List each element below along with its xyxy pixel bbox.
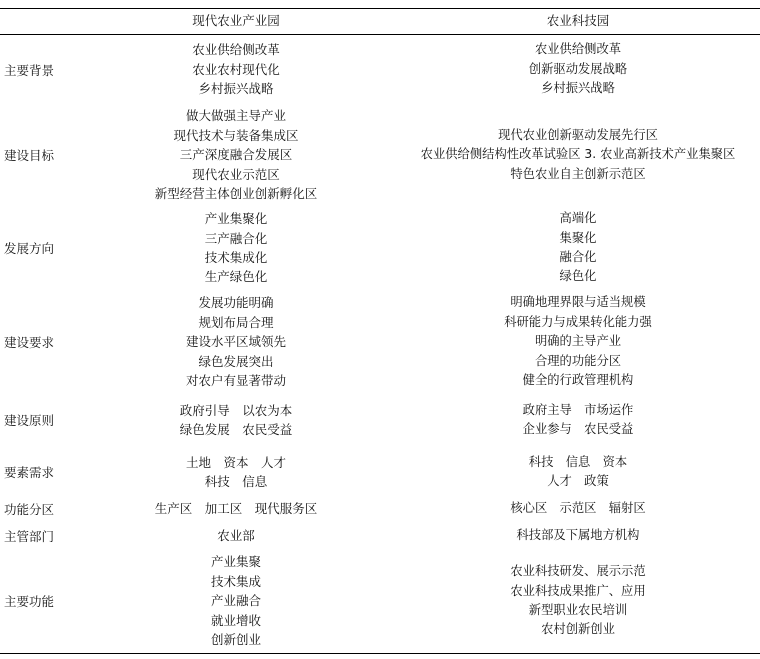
cell-industrial-park — [120, 208, 352, 288]
cell-line: 乡村振兴战略 — [541, 81, 615, 96]
cell-tech-park — [396, 522, 760, 549]
row-label: 功能分区 — [4, 501, 55, 517]
row-label: 主要背景 — [4, 62, 55, 78]
cell-line: 政府引导 以农为本 — [179, 402, 293, 418]
cell-line: 核心区 示范区 辐射区 — [510, 500, 646, 515]
header-col2: 农业科技园 — [546, 13, 610, 28]
cell-line: 对农户有显著带动 — [185, 373, 286, 389]
table-row — [0, 496, 760, 521]
cell-line: 农业供给侧改革 — [534, 42, 622, 57]
cell-line: 乡村振兴战略 — [198, 81, 274, 97]
cell-line: 绿色化 — [559, 269, 597, 284]
cell-line: 生产绿色化 — [204, 269, 268, 285]
cell-line: 发展功能明确 — [198, 295, 274, 311]
cell-line: 生产区 加工区 现代服务区 — [154, 500, 318, 516]
cell-industrial-park — [120, 449, 352, 495]
bottom-rule — [0, 653, 760, 654]
row-label: 主管部门 — [4, 528, 55, 544]
row-label: 建设要求 — [4, 335, 55, 350]
cell-line: 现代技术与装备集成区 — [173, 127, 299, 143]
cell-line: 农业科技成果推广、应用 — [510, 583, 646, 598]
cell-line: 土地 资本 人才 — [185, 454, 286, 470]
table-row — [0, 290, 760, 394]
cell-line: 产业集聚化 — [204, 211, 268, 227]
cell-line: 做大做强主导产业 — [185, 108, 286, 124]
table-row — [0, 104, 760, 206]
cell-line: 明确地理界限与适当规模 — [510, 295, 646, 310]
cell-line: 农业部 — [217, 527, 255, 543]
cell-line: 新型经营主体创业创新孵化区 — [154, 186, 318, 202]
cell-tech-park — [396, 496, 760, 521]
cell-line: 特色农业自主创新示范区 — [510, 166, 646, 181]
cell-industrial-park — [120, 522, 352, 549]
cell-line: 农业农村现代化 — [192, 61, 280, 77]
cell-line: 三产深度融合发展区 — [179, 147, 293, 163]
cell-line: 产业集聚 — [210, 554, 261, 570]
cell-line: 企业参与 农民受益 — [522, 422, 634, 436]
cell-line: 技术集成 — [210, 573, 261, 589]
row-label: 建设目标 — [4, 148, 55, 163]
cell-industrial-park — [120, 104, 352, 206]
table-row — [0, 38, 760, 101]
cell-line: 农业供给侧结构性改革试验区 3. 农业高新技术产业集聚区 — [420, 147, 736, 162]
cell-tech-park — [396, 395, 760, 445]
cell-industrial-park — [120, 290, 352, 394]
cell-tech-park — [396, 104, 760, 206]
cell-line: 科技 信息 资本 — [528, 454, 628, 469]
cell-line: 绿色发展突出 — [198, 353, 274, 369]
cell-line: 三产融合化 — [204, 230, 268, 246]
cell-line: 农村创新创业 — [541, 622, 615, 637]
cell-tech-park — [396, 449, 760, 495]
cell-line: 农业科技研发、展示示范 — [510, 564, 646, 579]
cell-tech-park — [396, 290, 760, 394]
cell-industrial-park — [120, 38, 352, 101]
cell-line: 技术集成化 — [204, 250, 268, 265]
row-label: 发展方向 — [4, 241, 55, 256]
cell-line: 科研能力与成果转化能力强 — [504, 314, 652, 329]
cell-line: 高端化 — [559, 211, 597, 226]
cell-line: 融合化 — [559, 250, 597, 264]
row-label: 主要功能 — [4, 594, 55, 609]
cell-line: 现代农业示范区 — [192, 166, 280, 182]
cell-industrial-park — [120, 496, 352, 521]
cell-line: 合理的功能分区 — [534, 353, 622, 368]
row-label: 要素需求 — [4, 465, 55, 480]
table-row — [0, 208, 760, 288]
cell-industrial-park — [120, 395, 352, 445]
cell-line: 明确的主导产业 — [534, 334, 622, 349]
cell-line: 政府主导 市场运作 — [522, 402, 634, 417]
table-row — [0, 522, 760, 549]
cell-line: 农业供给侧改革 — [192, 42, 280, 58]
cell-line: 健全的行政管理机构 — [522, 373, 634, 388]
cell-line: 创新驱动发展战略 — [528, 61, 628, 76]
header-col1: 现代农业产业园 — [192, 13, 280, 28]
cell-line: 科技部及下属地方机构 — [516, 527, 640, 542]
cell-tech-park — [396, 550, 760, 652]
cell-line: 现代农业创新驱动发展先行区 — [498, 127, 658, 142]
cell-line: 科技 信息 — [204, 474, 268, 489]
cell-line: 新型职业农民培训 — [528, 603, 628, 617]
cell-tech-park — [396, 208, 760, 288]
cell-tech-park — [396, 38, 760, 101]
cell-line: 建设水平区域领先 — [185, 334, 286, 350]
table-row — [0, 550, 760, 652]
table-row — [0, 395, 760, 445]
header-rule — [0, 34, 760, 35]
cell-line: 创新创业 — [210, 632, 261, 648]
cell-line: 绿色发展 农民受益 — [179, 422, 293, 437]
cell-line: 人才 政策 — [547, 474, 609, 488]
cell-line: 产业融合 — [210, 593, 261, 609]
table-row — [0, 449, 760, 495]
cell-line: 集聚化 — [559, 230, 597, 245]
row-label: 建设原则 — [4, 413, 55, 428]
cell-line: 就业增收 — [210, 612, 261, 628]
cell-line: 规划布局合理 — [198, 314, 274, 330]
cell-industrial-park — [120, 550, 352, 652]
